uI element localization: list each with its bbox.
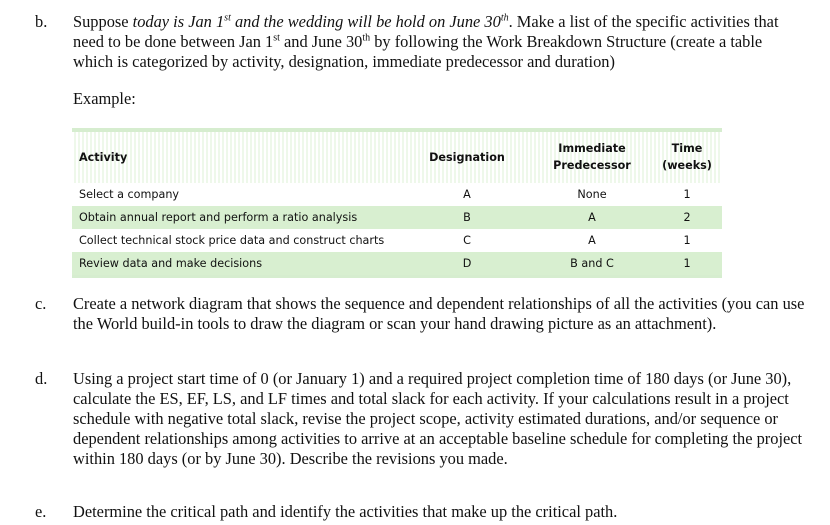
question-c-label: c.: [35, 294, 47, 313]
question-c: [35, 294, 805, 334]
question-d: [35, 369, 805, 469]
question-d-text: Using a project start time of 0 (or January 1) and a required project completion time of 180 days (or June 30), calculate the ES, EF, LS, and LF times and total slack for each activity. If your calculations result in a project schedule with negative total slack, revise the project scope, activity estimated durations, and/or sequence or dependent relationships among activities to arrive at an acceptable baseline schedule for completing the project within 180 days (or by June 30). Describe the revisions you made.: [73, 369, 803, 468]
cell-activity: Collect technical stock price data and construct charts: [79, 234, 385, 247]
cell-designation: C: [463, 234, 471, 247]
example-label: Example:: [73, 89, 136, 108]
cell-designation: B: [463, 211, 471, 224]
question-e-label: e.: [35, 502, 47, 521]
cell-predecessor: A: [588, 234, 596, 247]
cell-predecessor: A: [588, 211, 596, 224]
question-e: [35, 502, 805, 522]
cell-designation: D: [462, 257, 472, 270]
header-activity: Activity: [79, 150, 128, 164]
cell-designation: A: [463, 188, 471, 201]
cell-activity: Select a company: [79, 188, 180, 201]
table-row: [72, 183, 722, 206]
question-b: [35, 12, 805, 72]
table-header-row: [72, 132, 722, 182]
header-designation: Designation: [429, 150, 505, 164]
header-time: Time (weeks): [662, 142, 712, 172]
cell-time: 1: [683, 257, 691, 270]
question-c-text: Create a network diagram that shows the sequence and dependent relationships of all the activities (you can use the World build-in tools to draw the diagram or scan your hand drawing picture as an attachment).: [73, 294, 805, 333]
table-row: [72, 229, 722, 252]
activity-table: [72, 128, 722, 278]
header-predecessor: Immediate Predecessor: [553, 142, 631, 172]
cell-predecessor: B and C: [570, 257, 614, 270]
question-e-text: Determine the critical path and identify the activities that make up the critical path.: [73, 502, 618, 521]
cell-time: 2: [683, 211, 691, 224]
table-row: [72, 252, 722, 275]
cell-activity: Review data and make decisions: [79, 257, 263, 270]
cell-time: 1: [683, 188, 691, 201]
cell-time: 1: [683, 234, 691, 247]
question-b-label: b.: [35, 12, 48, 31]
table-row: [72, 206, 722, 229]
cell-predecessor: None: [577, 188, 607, 201]
cell-activity: Obtain annual report and perform a ratio analysis: [79, 211, 358, 224]
question-d-label: d.: [35, 369, 48, 388]
question-b-text: Suppose today is Jan 1st and the wedding will be hold on June 30th. Make a list of the specific activities that need to be done between Jan 1st and June 30th by following the Work Breakdown Structure (create a table which is categorized by activity, designation, immediate predecessor and duration): [73, 12, 779, 71]
